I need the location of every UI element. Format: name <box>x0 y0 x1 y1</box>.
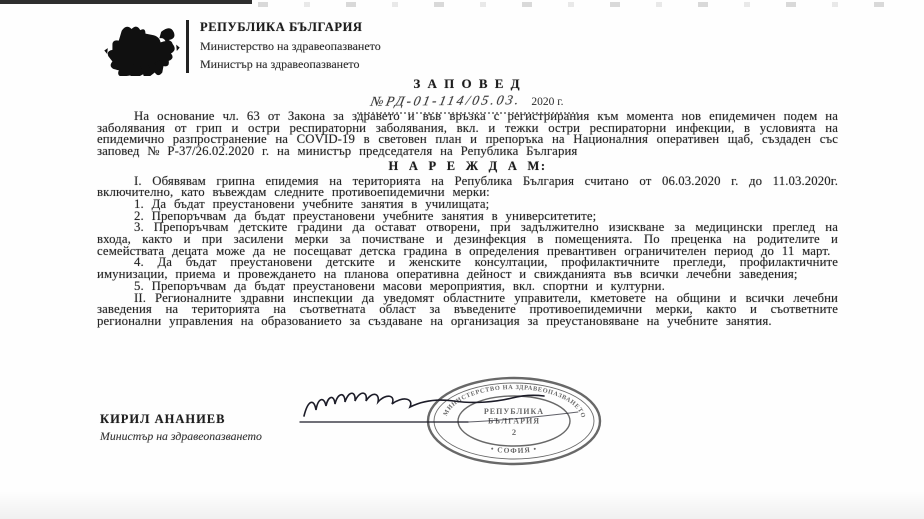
stamp-ring-text: МИНИСТЕРСТВО НА ЗДРАВЕОПАЗВАНЕТО <box>442 383 587 420</box>
scan-noise-row <box>258 2 898 7</box>
section-paragraph-4: 4. Да бъдат преустановени детските и женските консултации, профилактичните прегледи, профилактичните имунизации, приема и провеждането на планова оперативна дейност и свижданията във всички лечебни заведения; <box>97 255 838 282</box>
header-divider-line <box>186 20 189 73</box>
stamp-center-number: 2 <box>511 427 517 437</box>
section-paragraph-II: II. Регионалните здравни инспекции да уведомят областните управители, кметовете на общини и всички лечебни заведения на територията на съответната област за въведените противоепидемични мерки, както и съответните регионални управления на образованието за създаване на организация за преустановяване на учебните занятия. <box>97 290 838 328</box>
stamp-center-line1: РЕПУБЛИКА <box>483 407 545 416</box>
section-paragraph-I: I. Обявявам грипна епидемия на територията на Република България считано от 06.03.2020 г. до 11.03.2020г. включително, като въвеждам следните противоепидемични мерки: <box>97 173 838 200</box>
minister-title: Министър на здравеопазването <box>200 57 360 71</box>
ministry-name: Министерство на здравеопазването <box>200 38 381 53</box>
header-text-block <box>200 20 381 72</box>
signatory-position: Министър на здравеопазването <box>100 429 262 443</box>
republic-title: РЕПУБЛИКА БЪЛГАРИЯ <box>200 20 363 34</box>
signatory-name: КИРИЛ АНАНИЕВ <box>100 412 226 426</box>
order-number-handwritten: №РД-01-114/05.03. <box>369 92 524 109</box>
scan-bottom-shade <box>0 491 924 519</box>
stamp-center-line2: БЪЛГАРИЯ <box>488 416 540 426</box>
section-paragraph-5: 5. Препоръчвам да бъдат преустановени масови мероприятия, вкл. спортни и културни. <box>134 278 665 293</box>
order-number-year: 2020 г. <box>531 96 564 108</box>
section-paragraph-1: 1. Да бъдат преустановени учебните занятия в училищата; <box>134 196 490 211</box>
document-body <box>97 111 838 328</box>
handwritten-signature-ink <box>288 383 588 432</box>
section-paragraph-3: 3. Препоръчвам детските градини да остават отворени, при задължително изискване за медицински преглед на входа, както и при засилени мерки за почистване и дезинфекция в помещенията. По преценка на родителите и семействата децата може да не посещават детска градина в определения превантивен ограничителен период до 11 март. <box>97 220 838 258</box>
order-title: З А П О В Е Д <box>413 76 522 91</box>
stamp-bottom-text: • СОФИЯ • <box>490 444 538 456</box>
scan-artifact-strip <box>0 0 252 4</box>
decree-heading: Н А Р Е Ж Д А М: <box>388 158 547 173</box>
section-paragraph-2: 2. Препоръчвам да бъдат преустановени учебните занятия в университетите; <box>134 208 597 223</box>
preamble-paragraph: На основание чл. 63 от Закона за здравето и във връзка с регистрирания към момента нов епидемичен подем на заболявания от грип и остри респираторни заболявания, вкл. и тежки остри респираторни инфекции, в условията на епидемично разпространение на COVID-19 в световен план и препоръка на Националния оперативен щаб, създаден със заповед № Р-37/26.02.2020 г. на министър председателя на Република България <box>97 109 838 159</box>
coat-of-arms-lion-icon <box>104 18 180 76</box>
